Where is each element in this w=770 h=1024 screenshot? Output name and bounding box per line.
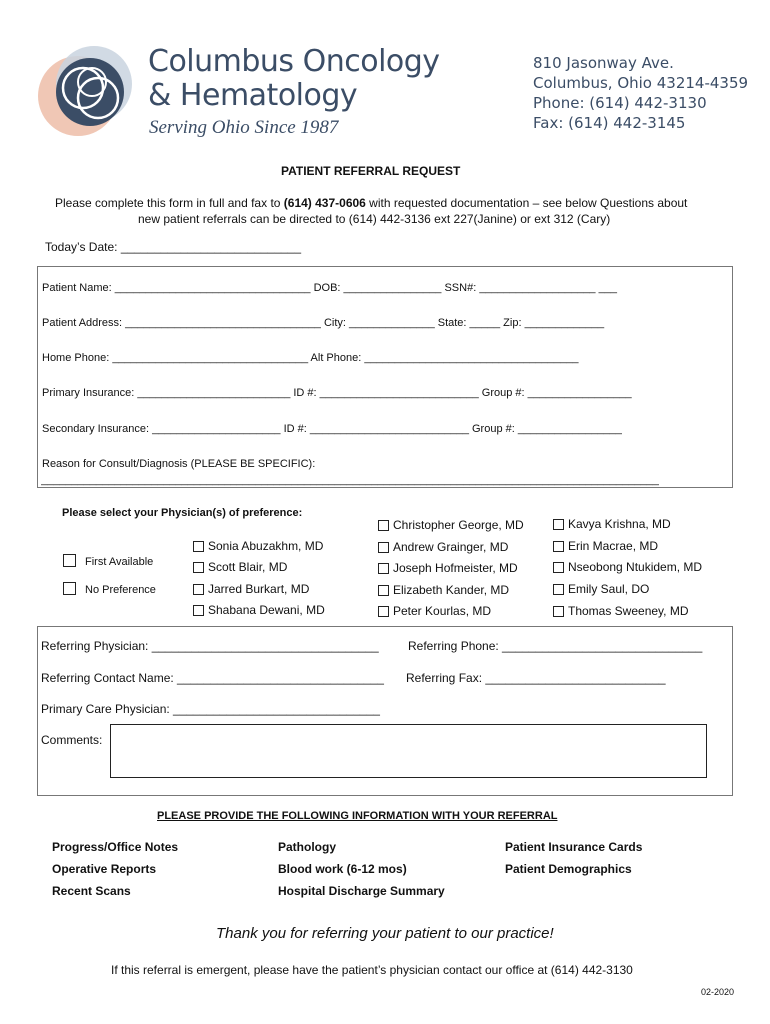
primary-insurance-row[interactable]: Primary Insurance: _________________________ ID #: __________________________ Group #: _________________	[42, 387, 632, 399]
physician-option[interactable]	[378, 540, 508, 554]
checkbox[interactable]	[553, 584, 564, 595]
physician-name: Elizabeth Kander, MD	[393, 583, 510, 597]
referring-fax-field[interactable]: Referring Fax: ___________________________	[406, 671, 666, 685]
thank-you-message: Thank you for referring your patient to our practice!	[216, 925, 554, 942]
physician-option[interactable]	[553, 517, 671, 531]
patient-info-box	[37, 266, 733, 488]
practice-name-line2: & Hematology	[148, 78, 358, 113]
physician-name: Nseobong Ntukidem, MD	[568, 560, 703, 574]
checkbox[interactable]	[193, 541, 204, 552]
practice-logo-mark	[28, 36, 140, 140]
physician-option[interactable]	[553, 604, 689, 618]
checkbox[interactable]	[378, 542, 389, 553]
referring-physician-field[interactable]: Referring Physician: __________________________________	[41, 639, 379, 653]
patient-name-row[interactable]: Patient Name: ________________________________ DOB: ________________ SSN#: ___________________ ___	[42, 282, 617, 294]
document-item: Pathology	[278, 840, 337, 854]
physician-option[interactable]	[193, 603, 325, 617]
referring-contact-field[interactable]: Referring Contact Name: _______________________________	[41, 671, 384, 685]
form-version-code: 02-2020	[701, 987, 735, 997]
document-item: Progress/Office Notes	[52, 840, 179, 854]
form-title: PATIENT REFERRAL REQUEST	[281, 164, 461, 178]
emergent-notice: If this referral is emergent, please have the patient’s physician contact our office at (614) 442-3130	[111, 963, 633, 977]
form-intro-line2: new patient referrals can be directed to (614) 442-3136 ext 227(Janine) or ext 312 (Cary)	[138, 212, 611, 226]
checkbox[interactable]	[553, 541, 564, 552]
physician-option[interactable]	[378, 561, 518, 575]
intro-post: with requested documentation – see below Questions about	[365, 196, 688, 210]
physician-name: Andrew Grainger, MD	[393, 540, 509, 554]
physician-option[interactable]	[553, 582, 649, 596]
checkbox[interactable]	[63, 582, 76, 595]
physician-name: Christopher George, MD	[393, 518, 524, 532]
address-line1: 810 Jasonway Ave.	[533, 54, 674, 72]
practice-name-line1: Columbus Oncology	[148, 44, 440, 79]
checkbox[interactable]	[378, 606, 389, 617]
document-item: Recent Scans	[52, 884, 131, 898]
reason-label: Reason for Consult/Diagnosis (PLEASE BE SPECIFIC):	[42, 458, 316, 470]
document-item: Patient Insurance Cards	[505, 840, 643, 854]
physician-name: Shabana Dewani, MD	[208, 603, 325, 617]
primary-care-physician-field[interactable]: Primary Care Physician: _______________________________	[41, 702, 380, 716]
intro-fax-number: (614) 437-0606	[283, 196, 366, 210]
checkbox[interactable]	[378, 520, 389, 531]
address-phone: Phone: (614) 442-3130	[533, 94, 707, 112]
comments-label: Comments:	[41, 733, 103, 747]
address-fax: Fax: (614) 442-3145	[533, 114, 686, 132]
physician-option[interactable]	[378, 518, 524, 532]
physician-name: Scott Blair, MD	[208, 560, 288, 574]
checkbox[interactable]	[193, 605, 204, 616]
physician-name: Joseph Hofmeister, MD	[393, 561, 518, 575]
option-label: First Available	[85, 556, 154, 568]
document-item: Operative Reports	[52, 862, 157, 876]
todays-date-field[interactable]: Today’s Date: ___________________________	[45, 240, 302, 254]
comments-field[interactable]	[110, 724, 707, 778]
checkbox[interactable]	[553, 562, 564, 573]
physician-option[interactable]	[193, 560, 287, 574]
reason-field[interactable]: _____________________________________________________________________________________________________	[41, 474, 659, 486]
physician-heading: Please select your Physician(s) of preference:	[62, 507, 303, 519]
patient-address-row[interactable]: Patient Address: ________________________________ City: ______________ State: _____ Zip: _____________	[42, 317, 605, 329]
physician-option[interactable]	[553, 560, 702, 574]
physician-name: Jarred Burkart, MD	[208, 582, 310, 596]
physician-option[interactable]	[193, 539, 323, 553]
physician-name: Emily Saul, DO	[568, 582, 650, 596]
intro-pre: Please complete this form in full and fax to	[55, 196, 284, 210]
option-first-available[interactable]	[63, 554, 153, 568]
physician-name: Thomas Sweeney, MD	[568, 604, 689, 618]
physician-option[interactable]	[193, 582, 309, 596]
document-item: Hospital Discharge Summary	[278, 884, 445, 898]
checkbox[interactable]	[553, 519, 564, 530]
document-item: Patient Demographics	[505, 862, 632, 876]
referring-phone-field[interactable]: Referring Phone: ______________________________	[408, 639, 703, 653]
option-no-preference[interactable]	[63, 582, 156, 596]
document-item: Blood work (6-12 mos)	[278, 862, 407, 876]
checkbox[interactable]	[193, 562, 204, 573]
physician-name: Peter Kourlas, MD	[393, 604, 492, 618]
physician-name: Erin Macrae, MD	[568, 539, 659, 553]
home-phone-row[interactable]: Home Phone: ________________________________ Alt Phone: ___________________________________	[42, 352, 579, 364]
checkbox[interactable]	[193, 584, 204, 595]
practice-tagline: Serving Ohio Since 1987	[149, 117, 339, 138]
physician-name: Kavya Krishna, MD	[568, 517, 671, 531]
address-line2: Columbus, Ohio 43214-4359	[533, 74, 749, 92]
physician-name: Sonia Abuzakhm, MD	[208, 539, 324, 553]
checkbox[interactable]	[378, 585, 389, 596]
documents-heading: PLEASE PROVIDE THE FOLLOWING INFORMATION WITH YOUR REFERRAL	[157, 810, 558, 822]
physician-option[interactable]	[553, 539, 658, 553]
checkbox[interactable]	[378, 563, 389, 574]
option-label: No Preference	[85, 584, 156, 596]
physician-option[interactable]	[378, 583, 509, 597]
form-intro	[55, 196, 687, 210]
checkbox[interactable]	[63, 554, 76, 567]
secondary-insurance-row[interactable]: Secondary Insurance: _____________________ ID #: __________________________ Group #: _________________	[42, 423, 622, 435]
physician-option[interactable]	[378, 604, 491, 618]
checkbox[interactable]	[553, 606, 564, 617]
